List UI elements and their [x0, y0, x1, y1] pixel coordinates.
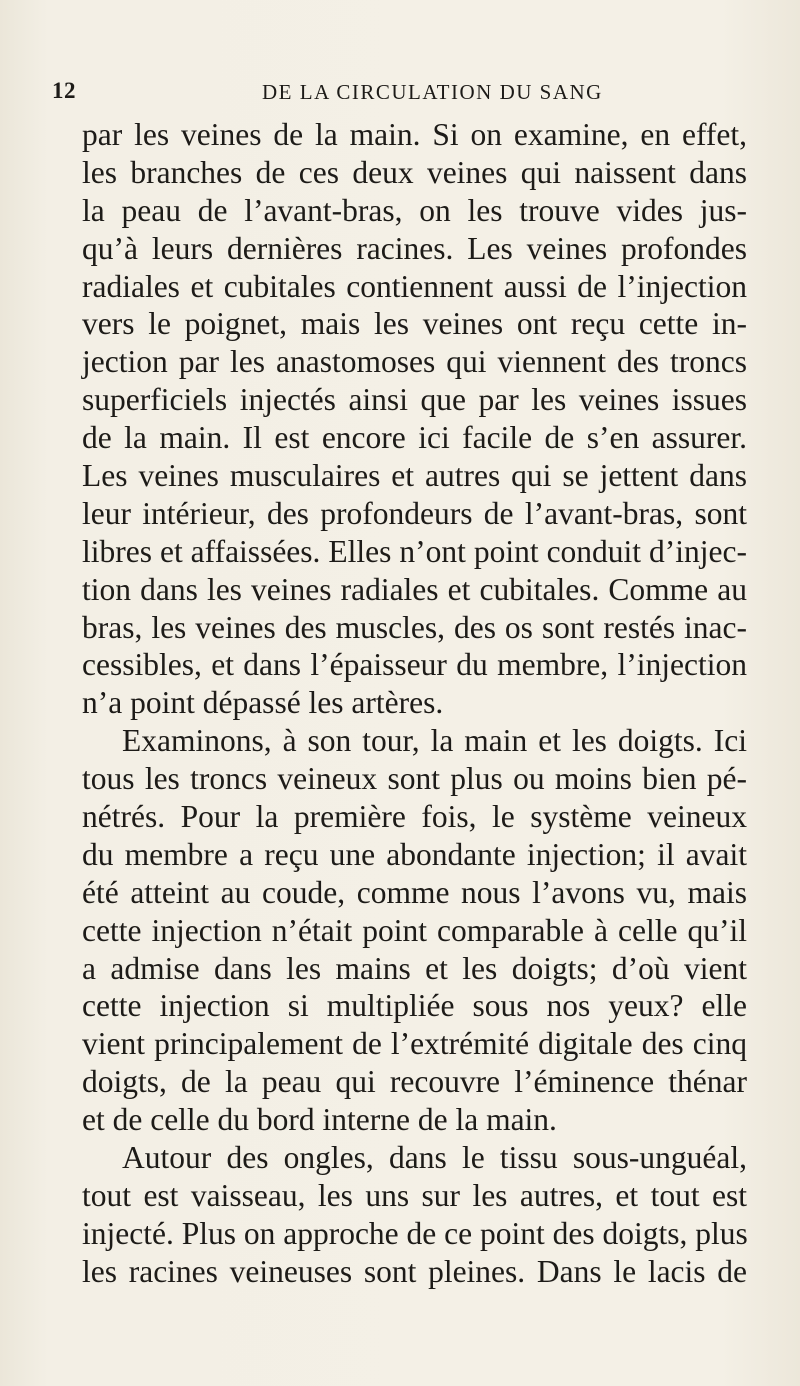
page-number: 12 — [52, 78, 76, 103]
text-line: du membre a reçu une abondante injection; il avait — [82, 836, 747, 872]
text-line: tous les troncs veineux sont plus ou moins bien pé- — [82, 761, 747, 797]
text-line: vers le poignet, mais les veines ont reçu cette in- — [82, 306, 747, 342]
text-line: les branches de ces deux veines qui naissent dans — [82, 154, 747, 190]
text-line: bras, les veines des muscles, des os sont restés inac- — [82, 609, 747, 645]
text-line: tout est vaisseau, les uns sur les autres, et tout est — [82, 1177, 747, 1213]
text-line: jection par les anastomoses qui viennent des troncs — [82, 344, 747, 380]
text-line: radiales et cubitales contiennent aussi de l’injection — [82, 268, 747, 304]
text-line: cette injection si multipliée sous nos yeux? elle — [82, 988, 747, 1024]
text-line: vient principalement de l’extrémité digitale des cinq — [82, 1026, 747, 1062]
text-line: la peau de l’avant-bras, on les trouve vides jus- — [82, 192, 747, 228]
text-line: doigts, de la peau qui recouvre l’éminence thénar — [82, 1064, 747, 1100]
text-line: a admise dans les mains et les doigts; d’où vient — [82, 950, 747, 986]
text-line: Autour des ongles, dans le tissu sous-unguéal, — [122, 1140, 747, 1176]
text-line: de la main. Il est encore ici facile de s’en assurer. — [82, 420, 747, 456]
text-line: cessibles, et dans l’épaisseur du membre, l’injection — [82, 647, 747, 683]
body-text — [82, 116, 747, 1291]
text-line: libres et affaissées. Elles n’ont point conduit d’injec- — [82, 533, 747, 569]
text-line: par les veines de la main. Si on examine, en effet, — [82, 117, 747, 152]
text-line: leur intérieur, des profondeurs de l’avant-bras, sont — [82, 495, 747, 531]
text-line: Examinons, à son tour, la main et les doigts. Ici — [122, 723, 747, 759]
text-line: injecté. Plus on approche de ce point des doigts, plus — [82, 1215, 748, 1251]
text-line: Les veines musculaires et autres qui se jettent dans — [82, 458, 747, 494]
text-line: cette injection n’était point comparable à celle qu’il — [82, 912, 747, 948]
text-line: et de celle du bord interne de la main. — [82, 1102, 557, 1138]
running-title: DE LA CIRCULATION DU SANG — [262, 80, 603, 104]
text-line: nétrés. Pour la première fois, le système veineux — [82, 799, 747, 835]
running-head — [52, 78, 752, 112]
text-line: n’a point dépassé les artères. — [82, 685, 444, 721]
text-line: les racines veineuses sont pleines. Dans le lacis de — [82, 1253, 747, 1289]
text-line: tion dans les veines radiales et cubitales. Comme au — [82, 571, 747, 607]
text-line: qu’à leurs dernières racines. Les veines profondes — [82, 230, 747, 266]
text-line: été atteint au coude, comme nous l’avons vu, mais — [82, 874, 747, 910]
text-line: superficiels injectés ainsi que par les veines issues — [82, 382, 747, 418]
